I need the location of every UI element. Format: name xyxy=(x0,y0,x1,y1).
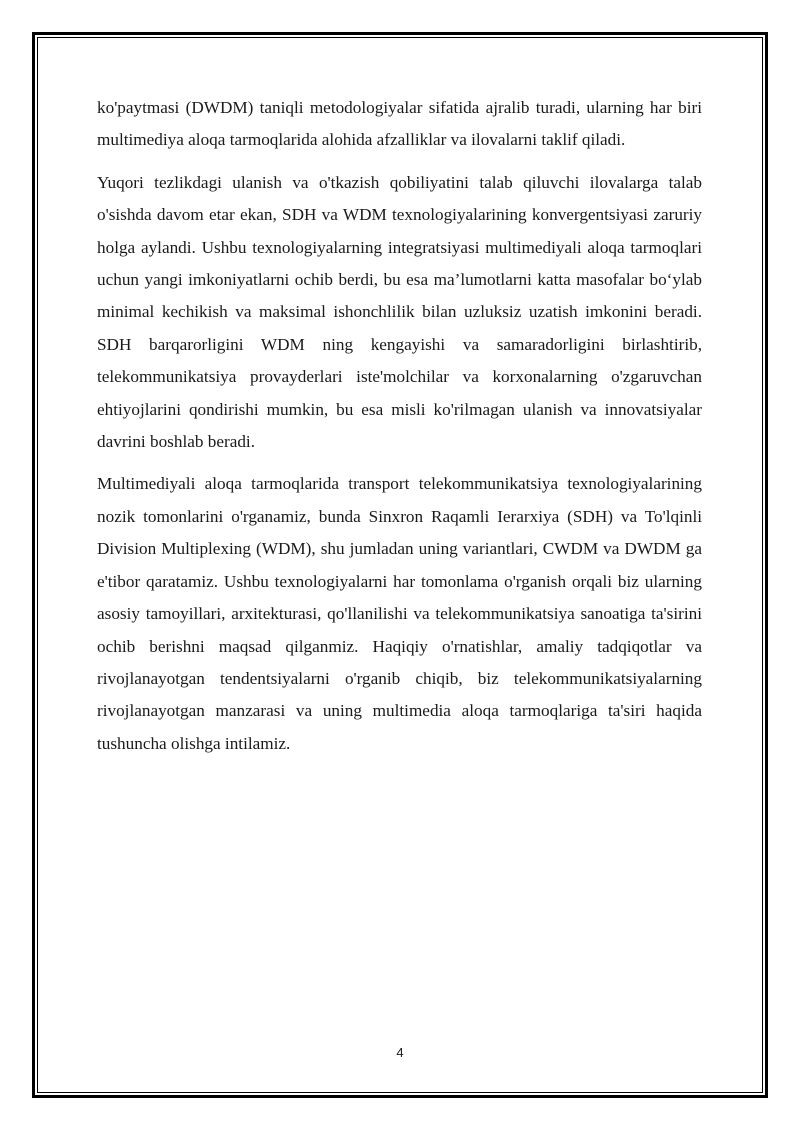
page-number: 4 xyxy=(396,1045,404,1060)
paragraph-3: Multimediyali aloqa tarmoqlarida transport telekommunikatsiya texnologiyalarining nozik tomonlarini o'rganamiz, bunda Sinxron Raqamli Ierarxiya (SDH) va To'lqinli Division Multiplexing (WDM), shu jumladan uning variantlari, CWDM va DWDM ga e'tibor qaratamiz. Ushbu texnologiyalarni har tomonlama o'rganish orqali biz ularning asosiy tamoyillari, arxitekturasi, qo'llanilishi va telekommunikatsiya sanoatiga ta'sirini ochib berishni maqsad qilganmiz. Haqiqiy o'rnatishlar, amaliy tadqiqotlar va rivojlanayotgan tendentsiyalarni o'rganib chiqib, biz telekommunikatsiyalarning rivojlanayotgan manzarasi va uning multimedia aloqa tarmoqlariga ta'siri haqida tushuncha olishga intilamiz. xyxy=(97,474,702,753)
document-body xyxy=(97,92,702,770)
paragraph-1: ko'paytmasi (DWDM) taniqli metodologiyalar sifatida ajralib turadi, ularning har biri multimediya aloqa tarmoqlarida alohida afzalliklar va ilovalarni taklif qiladi. xyxy=(97,98,702,150)
paragraph-2: Yuqori tezlikdagi ulanish va o'tkazish qobiliyatini talab qiluvchi ilovalarga talab o'sishda davom etar ekan, SDH va WDM texnologiyalarining konvergentsiyasi zaruriy holga aylandi. Ushbu texnologiyalarning integratsiyasi multimediyali aloqa tarmoqlari uchun yangi imkoniyatlarni ochib berdi, bu esa ma’lumotlarni katta masofalar bo‘ylab minimal kechikish va maksimal ishonchlilik bilan uzluksiz uzatish imkonini beradi. SDH barqarorligini WDM ning kengayishi va samaradorligini birlashtirib, telekommunikatsiya provayderlari iste'molchilar va korxonalarning o'zgaruvchan ehtiyojlarini qondirishi mumkin, bu esa misli ko'rilmagan ulanish va innovatsiyalar davrini boshlab beradi. xyxy=(97,172,702,452)
